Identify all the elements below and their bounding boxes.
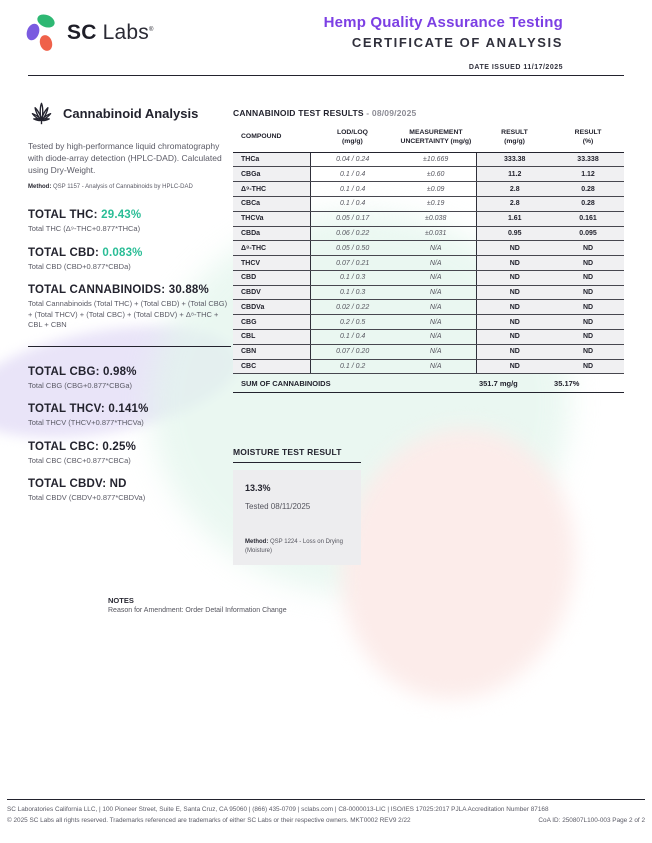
col-label: RESULT [574,129,602,136]
compound-name: CBGa [233,167,310,182]
left-column-divider [28,346,231,347]
compound-value: 0.28 [552,182,624,197]
moisture-test-section [233,447,361,565]
col-uncertainty [395,126,477,152]
table-row [233,330,624,345]
compound-value: ND [477,359,552,374]
total-block [28,284,231,331]
method-value: QSP 1224 - Loss on Drying (Moisture) [245,539,343,554]
total-heading [28,403,231,415]
totals-secondary [28,366,231,504]
total-heading [28,478,231,490]
total-formula: Total THC (Δ⁹-THC+0.877*THCa) [28,224,141,234]
compound-value: ND [552,344,624,359]
compound-name: CBC [233,359,310,374]
brand-labs: Labs [102,21,149,44]
total-formula: Total CBC (CBC+0.877*CBCa) [28,455,131,465]
compound-value: ±0.60 [395,167,477,182]
results-table [233,126,624,393]
moisture-method [245,538,349,555]
col-compound [233,126,310,152]
compound-value: ND [477,270,552,285]
compound-value: 0.05 / 0.50 [310,241,395,256]
footer-copyright: © 2025 SC Labs all rights reserved. Trademarks referenced are trademarks of either SC Labs or their respective owners. MKT0002 REV9 2/22 [7,817,411,824]
compound-value: N/A [395,330,477,345]
total-formula: Total Cannabinoids (Total THC) + (Total CBD) + (Total CBG) + (Total THCV) + (Total CBC) + (Total CBDV) + Δ⁸-THC + CBL + CBN [28,299,228,330]
results-title-text: CANNABINOID TEST RESULTS [233,108,364,118]
compound-value: ND [552,241,624,256]
compound-value: 0.1 / 0.2 [310,359,395,374]
table-row [233,315,624,330]
compound-value: ±0.09 [395,182,477,197]
compound-value: ND [552,359,624,374]
total-block [28,366,231,392]
compound-name: Δ⁸-THC [233,241,310,256]
compound-value: 1.12 [552,167,624,182]
moisture-title: MOISTURE TEST RESULT [233,447,361,463]
col-result-mg [477,126,552,152]
total-formula: Total CBG (CBG+0.877*CBGa) [28,380,133,390]
cannabinoid-test-results-section [233,108,624,393]
compound-value: 0.95 [477,226,552,241]
compound-value: ND [477,330,552,345]
compound-value: 0.07 / 0.20 [310,344,395,359]
compound-name: CBCa [233,197,310,212]
compound-value: 0.05 / 0.17 [310,211,395,226]
compound-value: ND [552,270,624,285]
compound-value: 0.28 [552,197,624,212]
total-block [28,403,231,429]
table-row [233,256,624,271]
table-row [233,344,624,359]
total-label: TOTAL CBD: [28,246,99,259]
total-block [28,441,231,467]
compound-value: ND [477,256,552,271]
table-row [233,359,624,374]
compound-value: 0.1 / 0.3 [310,270,395,285]
compound-name: THCVa [233,211,310,226]
total-label: TOTAL CANNABINOIDS: [28,284,166,297]
compound-value: 2.8 [477,182,552,197]
col-sublabel: (mg/g) [504,137,525,145]
moisture-result-box [233,470,361,565]
col-lodloq [310,126,395,152]
table-row [233,197,624,212]
total-formula: Total CBD (CBD+0.877*CBDa) [28,261,131,271]
compound-name: CBDV [233,285,310,300]
compound-value: N/A [395,285,477,300]
sc-labs-logo [26,13,154,51]
compound-value: 0.1 / 0.4 [310,330,395,345]
compound-value: ±10.669 [395,152,477,167]
logo-dots-icon [26,13,60,51]
compound-value: ND [477,315,552,330]
total-value: 0.141% [108,403,149,416]
compound-value: 0.1 / 0.4 [310,182,395,197]
total-block [28,209,231,235]
table-row [233,182,624,197]
notes-text: Reason for Amendment: Order Detail Information Change [108,607,287,614]
compound-value: ND [552,330,624,345]
compound-value: N/A [395,344,477,359]
compound-value: ND [552,315,624,330]
results-table-body [233,152,624,374]
total-label: TOTAL CBG: [28,365,100,378]
compound-value: 0.06 / 0.22 [310,226,395,241]
compound-name: CBD [233,270,310,285]
method-value: QSP 1157 - Analysis of Cannabinoids by HPLC-DAD [53,184,193,191]
moisture-tested-date: Tested 08/11/2025 [245,502,311,511]
compound-value: ±0.038 [395,211,477,226]
total-value: ND [109,478,127,491]
compound-value: 0.02 / 0.22 [310,300,395,315]
sum-row [233,374,624,392]
total-formula: Total CBDV (CBDV+0.877*CBDVa) [28,493,146,503]
results-title-date: - 08/09/2025 [366,108,417,118]
compound-value: 0.1 / 0.4 [310,167,395,182]
footer-legal-line [7,817,645,824]
compound-value: ±0.19 [395,197,477,212]
cannabis-leaf-icon [28,100,55,127]
compound-value: 0.095 [552,226,624,241]
compound-value: 2.8 [477,197,552,212]
compound-name: THCV [233,256,310,271]
total-heading [28,247,231,259]
table-row [233,241,624,256]
totals-primary [28,209,231,331]
compound-value: 1.61 [477,211,552,226]
header-title-block [324,14,563,71]
document-subtitle: CERTIFICATE OF ANALYSIS [351,35,563,50]
compound-value: N/A [395,270,477,285]
compound-value: ND [552,285,624,300]
compound-value: 0.2 / 0.5 [310,315,395,330]
brand-sc: SC [67,21,97,44]
compound-value: ±0.031 [395,226,477,241]
col-sublabel: UNCERTAINTY (mg/g) [400,137,472,145]
total-value: 0.25% [102,440,137,453]
total-block [28,478,231,504]
cannabinoid-analysis-section [28,100,231,516]
col-label: COMPOUND [241,133,282,141]
col-label: RESULT [501,129,528,136]
compound-value: 0.1 / 0.3 [310,285,395,300]
compound-value: ND [477,300,552,315]
total-block [28,247,231,273]
notes-title: NOTES [108,596,134,605]
document-title: Hemp Quality Assurance Testing [323,14,563,31]
compound-value: ND [477,344,552,359]
total-value: 0.083% [102,246,143,259]
compound-name: CBG [233,315,310,330]
table-row [233,211,624,226]
col-sublabel: (%) [582,137,594,145]
date-issued: DATE ISSUED 11/17/2025 [468,64,563,71]
compound-value: N/A [395,359,477,374]
compound-name: THCa [233,152,310,167]
compound-value: 0.1 / 0.4 [310,197,395,212]
total-heading [28,441,231,453]
sum-pct: 35.17% [552,374,624,392]
total-value: 30.88% [168,284,209,297]
compound-value: ND [552,256,624,271]
compound-value: 0.04 / 0.24 [310,152,395,167]
compound-value: N/A [395,315,477,330]
page-footer [7,799,645,824]
compound-name: CBN [233,344,310,359]
method-label: Method: [245,539,269,545]
compound-value: 333.38 [477,152,552,167]
compound-value: 11.2 [477,167,552,182]
total-value: 0.98% [103,365,137,378]
compound-value: ND [477,285,552,300]
section-header [28,100,231,127]
results-title [233,108,624,118]
compound-value: 0.07 / 0.21 [310,256,395,271]
compound-name: CBDa [233,226,310,241]
table-row [233,285,624,300]
header-divider [28,75,624,76]
notes-section [108,596,287,614]
compound-value: 0.161 [552,211,624,226]
compound-name: CBDVa [233,300,310,315]
total-formula: Total THCV (THCV+0.877*THCVa) [28,418,144,428]
total-label: TOTAL CBC: [28,440,99,453]
moisture-value: 13.3% [245,483,271,493]
footer-coa-id: CoA ID: 250807L100-003 Page 2 of 2 [538,817,645,824]
total-heading [28,209,231,221]
col-label: MEASUREMENT [409,129,463,136]
table-header-row [233,126,624,152]
compound-value: ND [552,300,624,315]
registered-mark: ® [148,27,154,33]
total-heading [28,366,231,378]
footer-address-line: SC Laboratories California LLC, | 100 Pioneer Street, Suite E, Santa Cruz, CA 95060 | (866) 435-0709 | sclabs.com | C8-0000013-LIC | ISO/IES 17025:2017 PJLA Accreditation Number 87168 [7,806,549,813]
sum-label: SUM OF CANNABINOIDS [233,374,477,392]
compound-value: 33.338 [552,152,624,167]
method-label: Method: [28,184,52,191]
compound-name: CBL [233,330,310,345]
table-row [233,167,624,182]
compound-value: ND [477,241,552,256]
brand-name [67,21,154,45]
total-heading [28,284,231,296]
compound-value: N/A [395,300,477,315]
col-sublabel: (mg/g) [342,137,363,145]
total-value: 29.43% [101,209,142,222]
table-row [233,152,624,167]
compound-name: Δ⁹-THC [233,182,310,197]
col-label: LOD/LOQ [336,129,368,136]
total-label: TOTAL CBDV: [28,478,107,491]
table-row [233,270,624,285]
section-title: Cannabinoid Analysis [63,106,199,121]
sum-mg: 351.7 mg/g [477,374,552,392]
total-label: TOTAL THC: [28,209,98,222]
analysis-method [28,184,231,190]
total-label: TOTAL THCV: [28,403,105,416]
table-row [233,226,624,241]
analysis-description: Tested by high-performance liquid chromatography with diode-array detection (HPLC-DAD). Calculated using Dry-Weight. [28,141,222,176]
table-row [233,300,624,315]
compound-value: N/A [395,241,477,256]
col-result-pct [552,126,624,152]
compound-value: N/A [395,256,477,271]
